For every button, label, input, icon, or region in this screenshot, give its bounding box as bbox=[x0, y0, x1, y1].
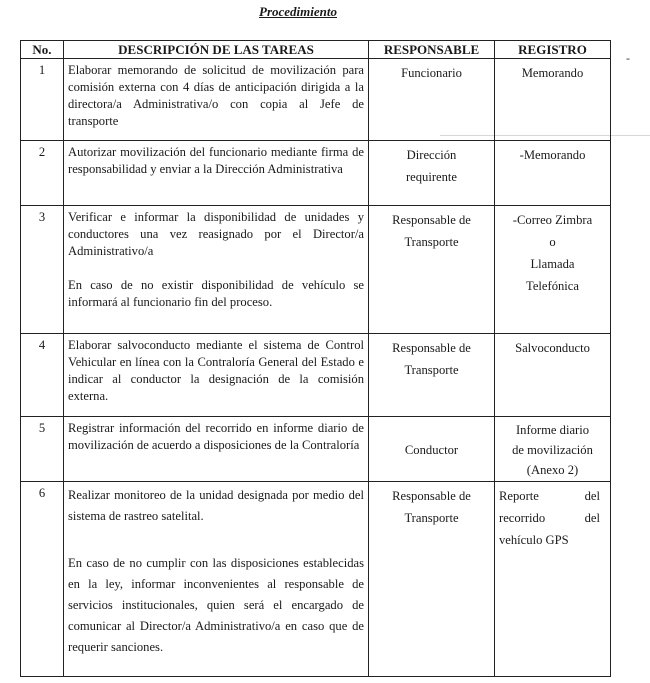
responsible-cell bbox=[369, 334, 495, 417]
description-paragraph: Elaborar salvoconducto mediante el sistema de Control Vehicular en línea con la Contraloría General del Estado e indicar al conductor la designación de la comisión externa. bbox=[68, 338, 364, 403]
record-line: Telefónica bbox=[526, 279, 579, 293]
task-description bbox=[64, 334, 369, 417]
record-line: Salvoconducto bbox=[515, 341, 590, 355]
table-row bbox=[21, 482, 611, 677]
description-paragraph: Registrar información del recorrido en informe diario de movilización de acuerdo a disposiciones de la Contraloría bbox=[68, 421, 364, 452]
description-paragraph: Elaborar memorando de solicitud de movilización para comisión externa con 4 días de anticipación dirigida a la directora/a Administrativa/o con copia al Jefe de transporte bbox=[68, 63, 364, 128]
record-cell bbox=[495, 59, 611, 141]
record-line: -Memorando bbox=[519, 148, 586, 162]
header-description: DESCRIPCIÓN DE LAS TAREAS bbox=[64, 41, 369, 59]
record-cell bbox=[495, 141, 611, 206]
header-no: No. bbox=[21, 41, 64, 59]
task-description bbox=[64, 141, 369, 206]
header-record: REGISTRO bbox=[495, 41, 611, 59]
responsible-line: Responsable de bbox=[392, 213, 471, 227]
responsible-cell bbox=[369, 417, 495, 482]
responsible-line: requirente bbox=[405, 170, 458, 184]
responsible-line: Responsable de bbox=[392, 341, 471, 355]
task-description bbox=[64, 206, 369, 334]
responsible-cell bbox=[369, 482, 495, 677]
table-row bbox=[21, 417, 611, 482]
table-row bbox=[21, 141, 611, 206]
record-line: de movilización bbox=[512, 443, 593, 457]
record-cell bbox=[495, 417, 611, 482]
description-paragraph: Autorizar movilización del funcionario mediante firma de responsabilidad y enviar a la Dirección Administrativa bbox=[68, 145, 364, 176]
record-line: Memorando bbox=[521, 66, 584, 80]
record-line: o bbox=[549, 235, 556, 249]
description-paragraph: Realizar monitoreo de la unidad designada por medio del sistema de rastreo satelital. bbox=[68, 488, 364, 523]
header-responsible: RESPONSABLE bbox=[369, 41, 495, 59]
row-number: 6 bbox=[21, 482, 64, 677]
page-title: Procedimiento bbox=[259, 4, 337, 19]
record-line: (Anexo 2) bbox=[526, 463, 579, 477]
record-cell bbox=[495, 206, 611, 334]
table-row bbox=[21, 59, 611, 141]
row-number: 2 bbox=[21, 141, 64, 206]
task-description bbox=[64, 59, 369, 141]
table-row bbox=[21, 206, 611, 334]
record-line: Reporte del recorrido del vehículo GPS bbox=[499, 489, 600, 547]
responsible-line: Transporte bbox=[404, 363, 459, 377]
procedure-table bbox=[20, 40, 611, 677]
row-number: 1 bbox=[21, 59, 64, 141]
responsible-cell bbox=[369, 59, 495, 141]
responsible-line: Responsable de bbox=[392, 489, 471, 503]
description-paragraph: En caso de no cumplir con las disposiciones establecidas en la ley, informar inconvenientes al responsable de servicios institucionales, quien será el encargado de comunicar al Director/a Administrativo/a en caso que de requerir sanciones. bbox=[68, 556, 364, 654]
record-cell bbox=[495, 334, 611, 417]
task-description bbox=[64, 482, 369, 677]
description-paragraph: Verificar e informar la disponibilidad de unidades y conductores una vez reasignado por el Director/a Administrativo/a bbox=[68, 210, 364, 258]
row-number: 4 bbox=[21, 334, 64, 417]
task-description bbox=[64, 417, 369, 482]
record-line: Informe diario bbox=[515, 423, 590, 437]
table-row bbox=[21, 334, 611, 417]
margin-mark: - bbox=[626, 51, 630, 65]
responsible-line: Transporte bbox=[404, 511, 459, 525]
responsible-line: Funcionario bbox=[401, 66, 462, 80]
responsible-cell bbox=[369, 141, 495, 206]
row-number: 5 bbox=[21, 417, 64, 482]
responsible-line: Transporte bbox=[404, 235, 459, 249]
record-line: -Correo Zimbra bbox=[512, 213, 593, 227]
row-number: 3 bbox=[21, 206, 64, 334]
table-header-row bbox=[21, 41, 611, 59]
description-paragraph: En caso de no existir disponibilidad de vehículo se informará al funcionario fin del proceso. bbox=[68, 278, 364, 309]
responsible-line: Dirección bbox=[406, 148, 457, 162]
record-line: Llamada bbox=[530, 257, 575, 271]
responsible-line: Conductor bbox=[404, 443, 459, 457]
responsible-cell bbox=[369, 206, 495, 334]
record-cell bbox=[495, 482, 611, 677]
